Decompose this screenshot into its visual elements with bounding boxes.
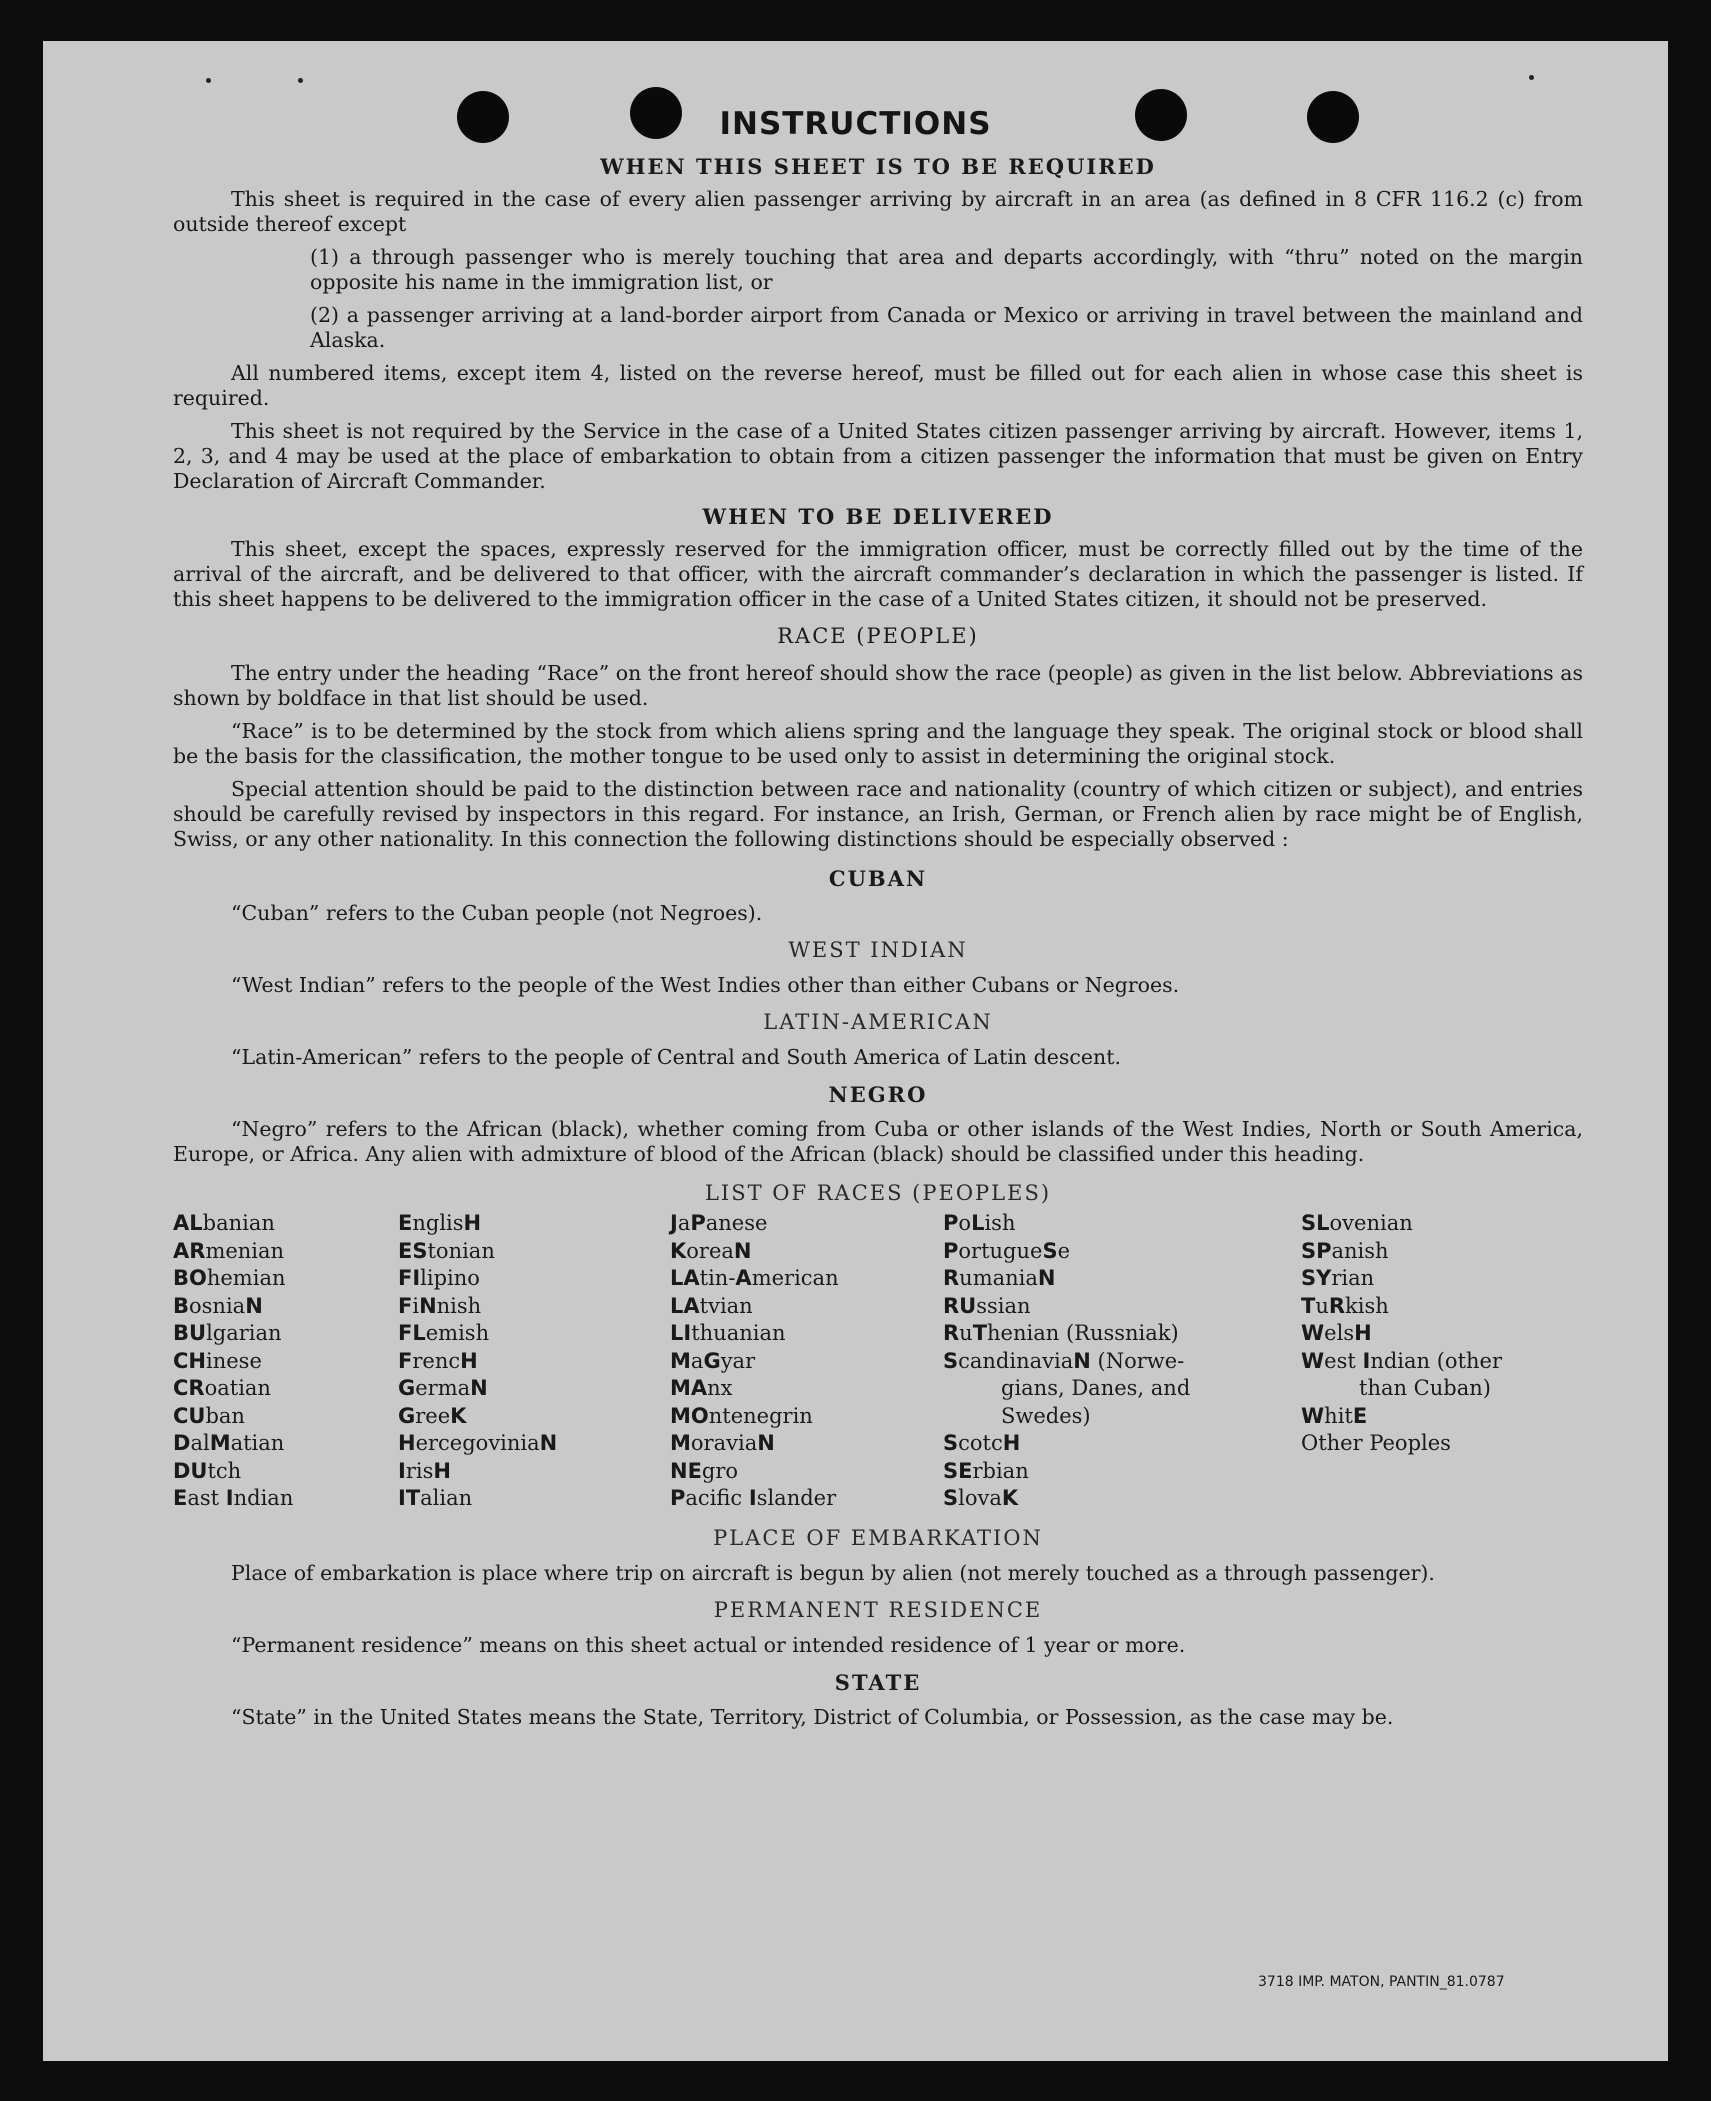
speck — [206, 78, 211, 83]
race-entry: East Indian — [173, 1486, 294, 1510]
race-entry: IrisH — [398, 1458, 451, 1483]
paragraph: “West Indian” refers to the people of the West Indies other than either Cubans or Negroes. — [231, 973, 1180, 997]
race-entry: WhitE — [1301, 1403, 1368, 1428]
race-column — [943, 1210, 1190, 1513]
race-entry: MOntenegrin — [670, 1403, 813, 1428]
race-entry: SYrian — [1301, 1266, 1375, 1290]
race-column — [1301, 1210, 1502, 1458]
section-heading: STATE — [834, 1670, 922, 1695]
race-column — [670, 1210, 839, 1513]
race-entry: FLemish — [398, 1321, 490, 1345]
race-entry: BOhemian — [173, 1266, 286, 1290]
paragraph: This sheet is not required by the Service in the case of a United States citizen passenger arriving by aircraft. However, items 1, 2, 3, and 4 may be used at the place of embarkation to obtain from a citizen passenger the information that must be given on Entry Declaration of Aircraft Commander. — [173, 419, 1583, 493]
race-entry: SLovenian — [1301, 1211, 1413, 1235]
paragraph: The entry under the heading “Race” on the front hereof should show the race (people) as given in the list below. Abbreviations as shown by boldface in that list should be used. — [173, 661, 1583, 710]
race-entry: ALbanian — [173, 1211, 275, 1235]
speck — [298, 78, 303, 83]
race-entry: TuRkish — [1301, 1293, 1389, 1318]
race-entry: MoraviaN — [670, 1431, 775, 1455]
race-entry: PoLish — [943, 1211, 1016, 1235]
race-entry: LIthuanian — [670, 1321, 786, 1345]
instructions-body — [173, 154, 1583, 1730]
race-entry: CHinese — [173, 1348, 262, 1373]
list-item: (2) a passenger arriving at a land-border airport from Canada or Mexico or arriving in travel between the mainland and Alaska. — [310, 303, 1583, 352]
section-heading: NEGRO — [828, 1082, 928, 1107]
section-heading: PERMANENT RESIDENCE — [713, 1598, 1043, 1622]
race-entry: Swedes) — [1001, 1403, 1091, 1428]
paragraph: “Permanent residence” means on this sheet actual or intended residence of 1 year or more. — [231, 1633, 1186, 1657]
document-sheet — [43, 41, 1668, 2061]
race-entry: SlovaK — [943, 1486, 1019, 1510]
race-entry: gians, Danes, and — [1001, 1376, 1191, 1400]
paragraph: “State” in the United States means the State, Territory, District of Columbia, or Possession, as the case may be. — [231, 1705, 1394, 1729]
race-entry: RUssian — [943, 1293, 1031, 1318]
list-item: (1) a through passenger who is merely touching that area and departs accordingly, with “thru” noted on the margin opposite his name in the immigration list, or — [310, 245, 1583, 294]
speck — [1529, 75, 1534, 80]
race-entry: RuThenian (Russniak) — [943, 1321, 1179, 1345]
section-heading: LATIN-AMERICAN — [763, 1010, 993, 1034]
paragraph: “Latin-American” refers to the people of Central and South America of Latin descent. — [231, 1045, 1121, 1069]
race-column — [398, 1210, 557, 1513]
race-entry: ScandinaviaN (Norwe- — [943, 1348, 1185, 1373]
race-entry: SErbian — [943, 1458, 1029, 1483]
race-entry: CRoatian — [173, 1376, 271, 1400]
race-entry: CUban — [173, 1403, 245, 1428]
race-entry: SPanish — [1301, 1238, 1389, 1263]
race-entry: GreeK — [398, 1403, 467, 1428]
page-title: INSTRUCTIONS — [719, 106, 992, 142]
race-entry: PortugueSe — [943, 1238, 1071, 1263]
section-heading: LIST OF RACES (PEOPLES) — [704, 1181, 1052, 1205]
race-entry: ARmenian — [173, 1238, 285, 1263]
race-entry: EStonian — [398, 1238, 495, 1263]
race-entry: BUlgarian — [173, 1321, 282, 1345]
race-entry: MAnx — [670, 1376, 733, 1400]
section-heading: CUBAN — [828, 866, 928, 891]
section-heading: PLACE OF EMBARKATION — [713, 1526, 1043, 1550]
race-entry: FiNnish — [398, 1293, 482, 1318]
race-entry: HercegoviniaN — [398, 1431, 558, 1455]
race-entry: FrencH — [398, 1348, 478, 1373]
paragraph: “Negro” refers to the African (black), whether coming from Cuba or other islands of the West Indies, North or South America, Europe, or Africa. Any alien with admixture of blood of the African (black) should be classified under this heading. — [173, 1117, 1583, 1166]
race-entry: EnglisH — [398, 1211, 482, 1235]
section-heading: WEST INDIAN — [788, 938, 968, 962]
section-heading: WHEN THIS SHEET IS TO BE REQUIRED — [600, 154, 1156, 179]
race-column — [173, 1210, 293, 1513]
race-entry: RumaniaN — [943, 1266, 1056, 1290]
paragraph: This sheet is required in the case of every alien passenger arriving by aircraft in an area (as defined in 8 CFR 116.2 (c) from outside thereof except — [173, 187, 1583, 236]
race-entry: LAtin-American — [670, 1266, 839, 1290]
race-entry: NEgro — [670, 1458, 739, 1483]
race-entry: DalMatian — [173, 1431, 285, 1455]
race-entry: WelsH — [1301, 1321, 1372, 1345]
race-entry: JaPanese — [670, 1211, 768, 1235]
race-entry: Other Peoples — [1301, 1431, 1451, 1455]
race-list — [173, 1210, 1583, 1520]
race-entry: MaGyar — [670, 1348, 756, 1373]
race-entry: ITalian — [398, 1486, 473, 1510]
paragraph: Special attention should be paid to the distinction between race and nationality (country of which citizen or subject), and entries should be carefully revised by inspectors in this regard. For instance, an Irish, German, or French alien by race might be of English, Swiss, or any other nationality. In this connection the following distinctions should be especially observed : — [173, 777, 1583, 851]
race-entry: GermaN — [398, 1376, 488, 1400]
race-entry: Pacific Islander — [670, 1486, 837, 1510]
race-entry: West Indian (other — [1301, 1348, 1502, 1373]
race-entry: FIlipino — [398, 1266, 480, 1290]
race-entry: than Cuban) — [1359, 1376, 1491, 1400]
printer-mark: 3718 IMP. MATON, PANTIN_81.0787 — [1258, 1974, 1505, 1990]
paragraph: This sheet, except the spaces, expressly reserved for the immigration officer, must be correctly filled out by the time of the arrival of the aircraft, and be delivered to that officer, with the aircraft commander’s declaration in which the passenger is listed. If this sheet happens to be delivered to the immigration officer in the case of a United States citizen, it should not be preserved. — [173, 537, 1583, 611]
race-entry: KoreaN — [670, 1238, 752, 1263]
race-entry: LAtvian — [670, 1293, 753, 1318]
race-entry: BosniaN — [173, 1293, 263, 1318]
section-heading: RACE (PEOPLE) — [777, 624, 979, 648]
section-heading: WHEN TO BE DELIVERED — [702, 504, 1054, 529]
race-entry: ScotcH — [943, 1431, 1021, 1455]
paragraph: All numbered items, except item 4, listed on the reverse hereof, must be filled out for each alien in whose case this sheet is required. — [173, 361, 1583, 410]
race-entry: DUtch — [173, 1458, 242, 1483]
paragraph: “Cuban” refers to the Cuban people (not Negroes). — [231, 901, 763, 925]
paragraph: “Race” is to be determined by the stock from which aliens spring and the language they speak. The original stock or blood shall be the basis for the classification, the mother tongue to be used only to assist in determining the original stock. — [173, 719, 1583, 768]
paragraph: Place of embarkation is place where trip on aircraft is begun by alien (not merely touched as a through passenger). — [231, 1561, 1435, 1585]
